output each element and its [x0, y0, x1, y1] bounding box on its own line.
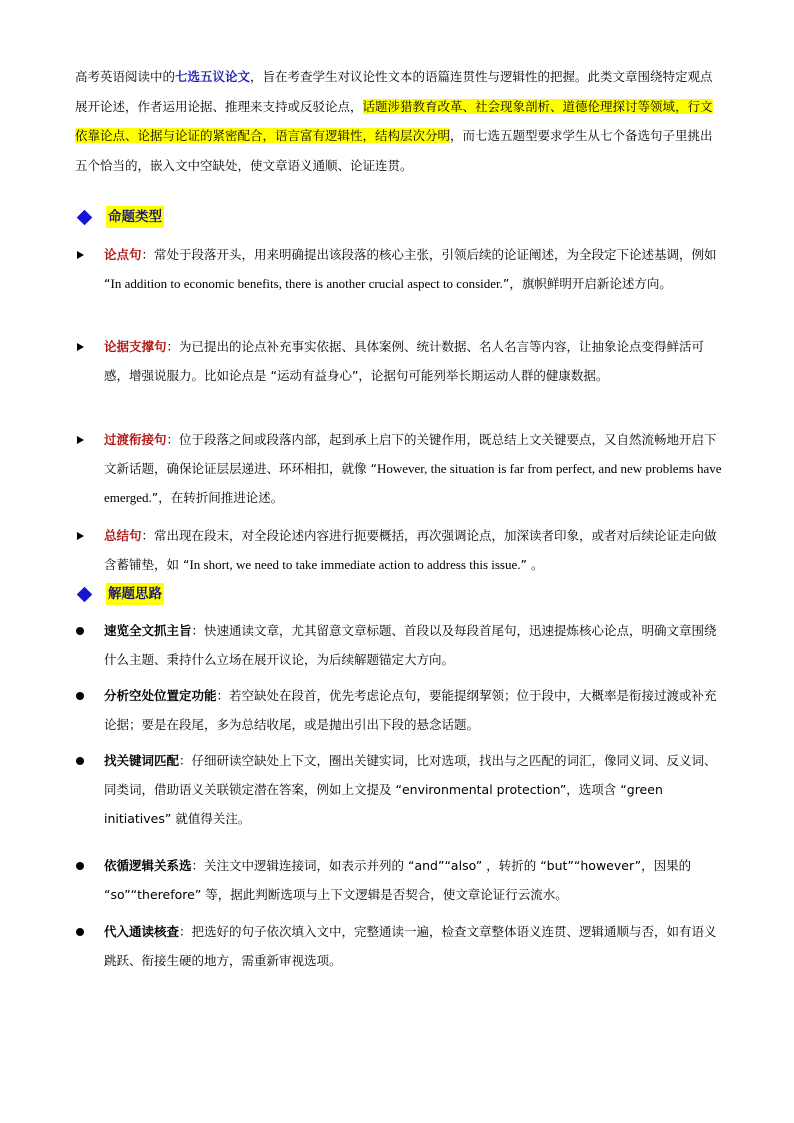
intro-term: 七选五议论文 — [175, 69, 251, 84]
dot-bullet-icon — [75, 851, 97, 880]
intro-text-3: ，而七选五题型要求学生从七个备选句子里挑出五个恰当的，嵌入文中空缺处，使文章语义通顺、论证连贯。 — [75, 128, 713, 173]
item-text-end: ”，旗帜鲜明开启新论述方向。 — [502, 276, 672, 291]
item-text: ：快速通读文章，尤其留意文章标题、首段以及每段首尾句，迅速提炼核心论点，明确文章围绕什么主题、秉持什么立场在展开议论，为后续解题锚定大方向。 — [104, 623, 717, 667]
list-item — [75, 681, 723, 739]
item-keyword: 分析空处位置定功能 — [104, 688, 217, 703]
item-keyword: 找关键词匹配 — [104, 753, 180, 768]
list-item — [75, 851, 723, 909]
intro-text-2: ，旨在考查学生对议论性文本的语篇连贯性与逻辑性的把握。此类文章围绕特定观点展开论述，作者运用论据、推理来支持或反驳论点， — [75, 69, 713, 114]
section-title: 命题类型 — [106, 206, 164, 228]
arrow-bullet-icon — [75, 425, 97, 454]
list-item — [75, 332, 723, 390]
item-keyword: 论点句 — [104, 247, 142, 262]
item-text: ：常出现在段末，对全段论述内容进行扼要概括，再次强调论点，加深读者印象，或者对后续论证走向做含蓄铺垫，如 “ — [104, 528, 717, 572]
item-keyword: 速览全文抓主旨 — [104, 623, 192, 638]
list-item — [75, 240, 723, 298]
arrow-bullet-icon — [75, 521, 97, 550]
dot-bullet-icon — [75, 746, 97, 775]
item-english-example: In short, we need to take immediate action to address this issue. — [189, 557, 521, 572]
intro-highlight: 话题涉猎教育改革、社会现象剖析、道德伦理探讨等领域，行文依靠论点、论据与论证的紧密配合，语言富有逻辑性，结构层次分明 — [75, 98, 713, 143]
item-text: ：关注文中逻辑连接词，如表示并列的 “and”“also” ，转折的 “but”“however”，因果的 “so”“therefore” 等，据此判断选项与上下文逻辑是否契合，使文章论证行云流水。 — [104, 858, 692, 902]
section-heading-solving-approach — [75, 583, 164, 605]
item-text: ：仔细研读空缺处上下文，圈出关键实词，比对选项，找出与之匹配的词汇，像同义词、反义词、同类词，借助语义关联锁定潜在答案，例如上文提及 “environmental protection”，选项含 “green initiatives” 就值得关注。 — [104, 753, 717, 826]
item-keyword: 总结句 — [104, 528, 142, 543]
item-keyword: 依循逻辑关系选 — [104, 858, 192, 873]
item-keyword: 代入通读核查 — [104, 924, 180, 939]
arrow-bullet-icon — [75, 332, 97, 361]
diamond-bullet-icon — [77, 586, 93, 602]
item-text: ：为已提出的论点补充事实依据、具体案例、统计数据、名人名言等内容，让抽象论点变得鲜活可感，增强说服力。比如论点是 “运动有益身心”，论据句可能列举长期运动人群的健康数据。 — [104, 339, 705, 383]
diamond-bullet-icon — [77, 209, 93, 225]
item-english-example: However, the situation is far from perfect, and new problems have emerged. — [104, 461, 722, 505]
dot-bullet-icon — [75, 616, 97, 645]
item-text: ：把选好的句子依次填入文中，完整通读一遍，检查文章整体语义连贯、逻辑通顺与否，如有语义跳跃、衔接生硬的地方，需重新审视选项。 — [104, 924, 717, 968]
item-keyword: 论据支撑句 — [104, 339, 167, 354]
section-title: 解题思路 — [106, 583, 164, 605]
list-item — [75, 616, 723, 674]
item-text: ：位于段落之间或段落内部，起到承上启下的关键作用，既总结上文关键要点，又自然流畅地开启下文新话题，确保论证层层递进、环环相扣，就像 “ — [104, 432, 717, 476]
item-text: ：若空缺处在段首，优先考虑论点句，要能提纲挈领；位于段中，大概率是衔接过渡或补充论据；要是在段尾，多为总结收尾，或是抛出引出下段的悬念话题。 — [104, 688, 717, 732]
dot-bullet-icon — [75, 917, 97, 946]
list-item — [75, 746, 723, 833]
item-english-example: In addition to economic benefits, there is another crucial aspect to consider. — [110, 276, 503, 291]
item-text-end: ” 。 — [520, 557, 544, 572]
item-text: ：常处于段落开头，用来明确提出该段落的核心主张，引领后续的论证阐述，为全段定下论述基调，例如 “ — [104, 247, 717, 291]
item-text-end: ”，在转折间推进论述。 — [151, 490, 284, 505]
dot-bullet-icon — [75, 681, 97, 710]
section-heading-question-types — [75, 206, 164, 228]
item-keyword: 过渡衔接句 — [104, 432, 167, 447]
list-item — [75, 521, 723, 579]
intro-paragraph — [75, 62, 723, 180]
list-item — [75, 425, 723, 512]
intro-text-1: 高考英语阅读中的 — [75, 69, 176, 84]
list-item — [75, 917, 723, 975]
arrow-bullet-icon — [75, 240, 97, 269]
